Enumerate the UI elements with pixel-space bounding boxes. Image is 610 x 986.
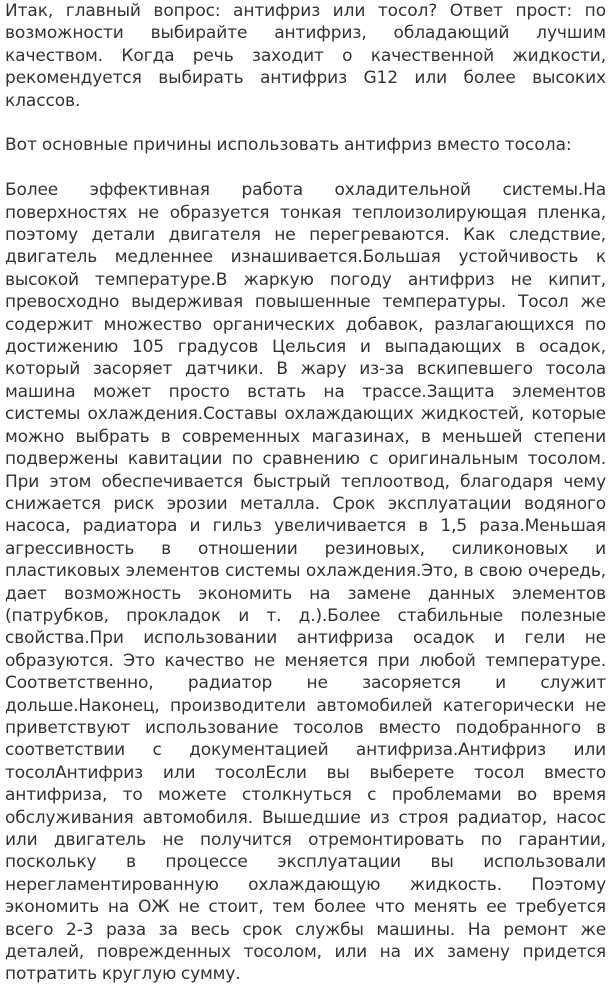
intro-paragraph: Итак, главный вопрос: антифриз или тосол? Ответ прост: по возможности выбирайте антифриз, обладающий лучшим качеством. Когда речь заходит о качественной жидкости, рекомендуется выбирать антифриз G12 или более высоких классов. [5, 1, 606, 111]
reasons-paragraph: Более эффективная работа охладительной системы.На поверхностях не образуется тонкая теплоизолирующая пленка, поэтому детали двигателя не перегреваются. Как следствие, двигатель медленнее изнашивается.Большая устойчивость к высокой температуре.В жаркую погоду антифриз не кипит, превосходно выдерживая повышенные температуры. Тосол же содержит множество органических добавок, разлагающихся по достижению 105 градусов Цельсия и выпадающих в осадок, который засоряет датчики. В жару из-за вскипевшего тосола машина может просто встать на трассе.Защита элементов системы охлаждения.Составы охлаждающих жидкостей, которые можно выбрать в современных магазинах, в меньшей степени подвержены кавитации по сравнению с оригинальным тосолом. При этом обеспечивается быстрый теплоотвод, благодаря чему снижается риск эрозии металла. Срок эксплуатации водяного насоса, радиатора и гильз увеличивается в 1,5 раза.Меньшая агрессивность в отношении резиновых, силиконовых и пластиковых элементов системы охлаждения.Это, в свою очередь, дает возможность экономить на замене данных элементов (патрубков, прокладок и т. д.).Более стабильные полезные свойства.При использовании антифриза осадок и гели не образуются. Это качество не меняется при любой температуре. Соответственно, радиатор не засоряется и служит дольше.Наконец, производители автомобилей категорически не приветствуют использование тосолов вместо подобранного в соответствии с документацией антифриза.Антифриз или тосолАнтифриз или тосолЕсли вы выберете тосол вместо антифриза, то можете столкнуться с проблемами во время обслуживания автомобиля. Вышедшие из строя радиатор, насос или двигатель не получится отремонтировать по гарантии, поскольку в процессе эксплуатации вы использовали нерегламентированную охлаждающую жидкость. Поэтому экономить на ОЖ не стоит, тем более что менять ее требуется всего 2-3 раза за весь срок службы машины. На ремонт же деталей, поврежденных тосолом, или на их замену придется потратить круглую сумму. [5, 180, 606, 985]
reasons-heading: Вот основные причины использовать антифриз вместо тосола: [5, 135, 572, 156]
